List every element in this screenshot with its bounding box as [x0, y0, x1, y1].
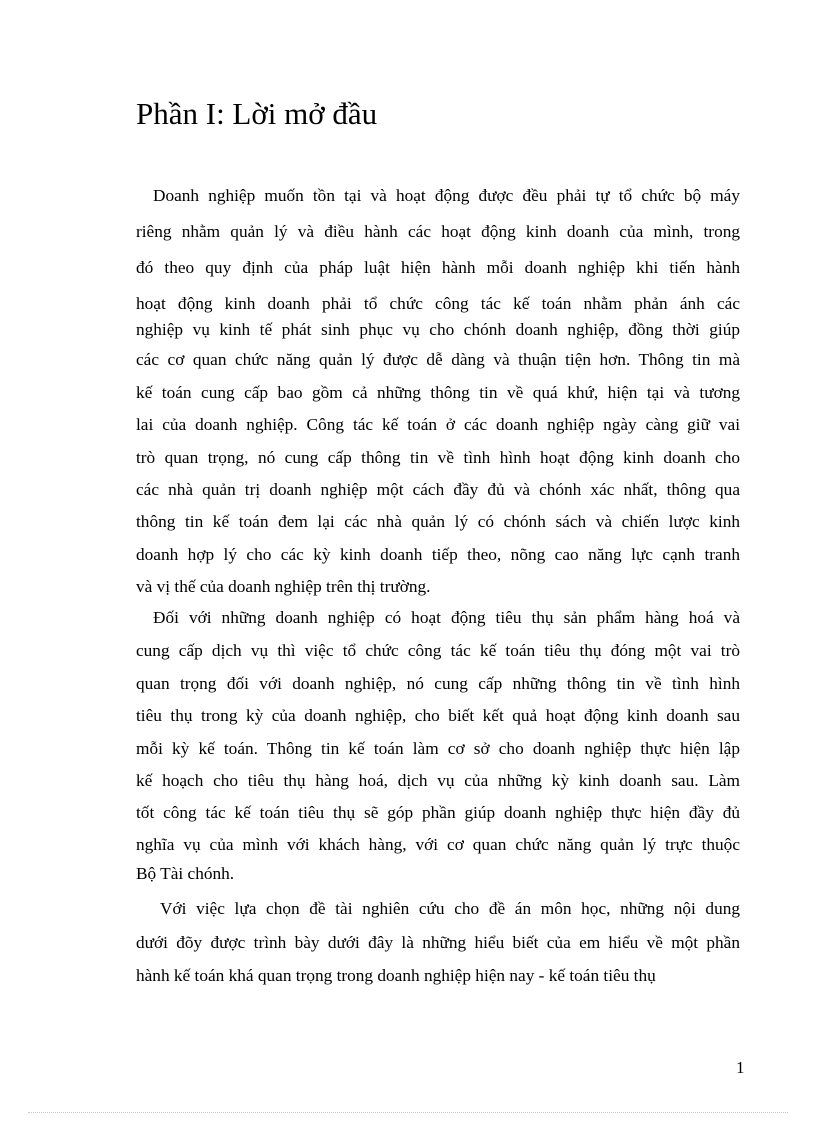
- text-line: các cơ quan chức năng quản lý được dễ dàng và thuận tiện hơn. Thông tin mà: [136, 350, 740, 369]
- text-line: đó theo quy định của pháp luật hiện hành mỗi doanh nghiệp khi tiến hành: [136, 258, 740, 277]
- text-line: Đối với những doanh nghiệp có hoạt động tiêu thụ sản phẩm hàng hoá và: [153, 608, 740, 627]
- text-line: và vị thế của doanh nghiệp trên thị trường.: [136, 577, 431, 596]
- text-line: các nhà quản trị doanh nghiệp một cách đầy đủ và chónh xác nhất, thông qua: [136, 480, 740, 499]
- text-line: tiêu thụ trong kỳ của doanh nghiệp, cho biết kết quả hoạt động kinh doanh sau: [136, 706, 740, 725]
- text-line: lai của doanh nghiệp. Công tác kế toán ở các doanh nghiệp ngày càng giữ vai: [136, 415, 740, 434]
- text-line: nghĩa vụ của mình với khách hàng, với cơ quan chức năng quản lý trực thuộc: [136, 835, 740, 854]
- text-line: cung cấp dịch vụ thì việc tổ chức công tác kế toán tiêu thụ đóng một vai trò: [136, 641, 740, 660]
- text-line: thông tin kế toán đem lại các nhà quản lý có chónh sách và chiến lược kinh: [136, 512, 740, 531]
- text-line: Doanh nghiệp muốn tồn tại và hoạt động được đều phải tự tổ chức bộ máy: [153, 186, 740, 205]
- text-line: nghiệp vụ kinh tế phát sinh phục vụ cho chónh doanh nghiệp, đồng thời giúp: [136, 320, 740, 339]
- text-line: hành kế toán khá quan trọng trong doanh nghiệp hiện nay - kế toán tiêu thụ: [136, 966, 656, 985]
- text-line: hoạt động kinh doanh phải tổ chức công tác kế toán nhằm phản ánh các: [136, 294, 740, 313]
- text-line: riêng nhằm quản lý và điều hành các hoạt động kinh doanh của mình, trong: [136, 222, 740, 241]
- page-break-divider: [28, 1112, 788, 1113]
- text-line: mỗi kỳ kế toán. Thông tin kế toán làm cơ sở cho doanh nghiệp thực hiện lập: [136, 739, 740, 758]
- text-line: kế toán cung cấp bao gồm cả những thông tin về quá khứ, hiện tại và tương: [136, 383, 740, 402]
- text-line: Với việc lựa chọn đề tài nghiên cứu cho đề án môn học, những nội dung: [160, 899, 740, 918]
- text-line: kế hoạch cho tiêu thụ hàng hoá, dịch vụ của những kỳ kinh doanh sau. Làm: [136, 771, 740, 790]
- text-line: quan trọng đối với doanh nghiệp, nó cung cấp những thông tin về tình hình: [136, 674, 740, 693]
- text-line: trò quan trọng, nó cung cấp thông tin về tình hình hoạt động kinh doanh cho: [136, 448, 740, 467]
- page-number: 1: [736, 1058, 745, 1077]
- text-line: doanh hợp lý cho các kỳ kinh doanh tiếp theo, nõng cao năng lực cạnh tranh: [136, 545, 740, 564]
- text-line: dưới đõy được trình bày dưới đây là những hiểu biết của em hiểu về một phần: [136, 933, 740, 952]
- text-line: Bộ Tài chónh.: [136, 864, 235, 883]
- page-title: Phần I: Lời mở đầu: [136, 96, 378, 131]
- text-line: tốt công tác kế toán tiêu thụ sẽ góp phần giúp doanh nghiệp thực hiện đầy đủ: [136, 803, 740, 822]
